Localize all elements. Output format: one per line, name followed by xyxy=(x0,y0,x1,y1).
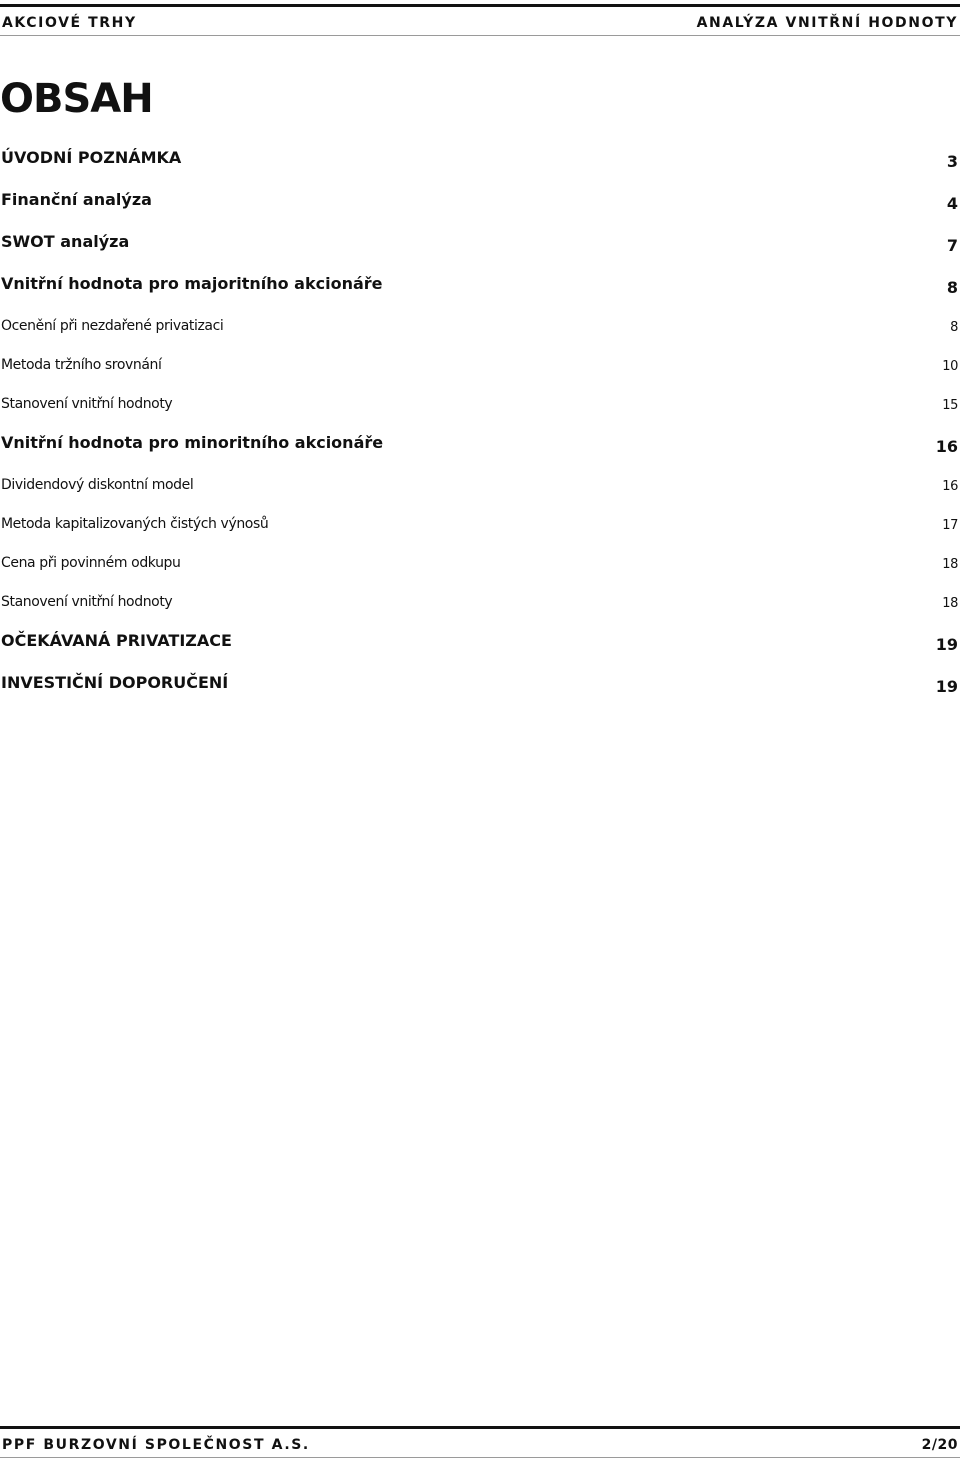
toc-entry[interactable] xyxy=(0,386,960,425)
toc-entry[interactable] xyxy=(0,347,960,386)
page-number: 2/20 xyxy=(921,1437,958,1453)
toc-entry[interactable] xyxy=(0,506,960,545)
toc-entry-label: Dividendový diskontní model xyxy=(1,477,194,493)
toc-entry-label: SWOT analýza xyxy=(1,232,130,251)
page-header xyxy=(0,4,960,36)
toc-entry-label: Vnitřní hodnota pro majoritního akcionáře xyxy=(1,274,383,293)
toc-entry-page: 4 xyxy=(946,194,958,213)
toc-entry[interactable] xyxy=(0,584,960,623)
toc-entry-page: 18 xyxy=(942,557,958,572)
table-of-contents xyxy=(0,140,960,707)
toc-entry-label: Ocenění při nezdařené privatizaci xyxy=(1,318,224,334)
toc-entry-label: Metoda tržního srovnání xyxy=(1,357,162,373)
toc-entry-page: 7 xyxy=(946,236,958,255)
page-title: OBSAH xyxy=(0,76,153,122)
toc-entry[interactable] xyxy=(0,182,960,224)
toc-entry-page: 10 xyxy=(942,359,958,374)
toc-entry-page: 19 xyxy=(935,677,958,696)
toc-entry[interactable] xyxy=(0,266,960,308)
header-section-label: AKCIOVÉ TRHY xyxy=(2,15,137,31)
toc-entry-label: Vnitřní hodnota pro minoritního akcionáře xyxy=(1,433,384,452)
toc-entry[interactable] xyxy=(0,467,960,506)
toc-entry-page: 8 xyxy=(946,278,958,297)
toc-entry-page: 16 xyxy=(935,437,958,456)
toc-entry-label: Finanční analýza xyxy=(1,190,152,209)
footer-company-label: PPF BURZOVNÍ SPOLEČNOST A.S. xyxy=(2,1437,310,1453)
toc-entry[interactable] xyxy=(0,425,960,467)
toc-entry-page: 8 xyxy=(950,320,958,335)
toc-entry[interactable] xyxy=(0,545,960,584)
page-footer xyxy=(0,1426,960,1458)
toc-entry-page: 3 xyxy=(946,152,958,171)
toc-entry-label: INVESTIČNÍ DOPORUČENÍ xyxy=(1,673,229,692)
toc-entry[interactable] xyxy=(0,140,960,182)
toc-entry-label: ÚVODNÍ POZNÁMKA xyxy=(1,148,182,167)
toc-entry-label: Stanovení vnitřní hodnoty xyxy=(1,396,173,412)
header-document-label: ANALÝZA VNITŘNÍ HODNOTY xyxy=(696,15,958,31)
toc-entry[interactable] xyxy=(0,665,960,707)
toc-entry-label: Stanovení vnitřní hodnoty xyxy=(1,594,173,610)
toc-entry-page: 17 xyxy=(942,518,958,533)
toc-entry[interactable] xyxy=(0,623,960,665)
toc-entry-page: 15 xyxy=(942,398,958,413)
toc-entry-page: 19 xyxy=(935,635,958,654)
toc-entry-label: OČEKÁVANÁ PRIVATIZACE xyxy=(1,631,232,650)
toc-entry[interactable] xyxy=(0,308,960,347)
toc-entry-label: Cena při povinném odkupu xyxy=(1,555,181,571)
toc-entry[interactable] xyxy=(0,224,960,266)
toc-entry-label: Metoda kapitalizovaných čistých výnosů xyxy=(1,516,269,532)
toc-entry-page: 18 xyxy=(942,596,958,611)
toc-entry-page: 16 xyxy=(942,479,958,494)
